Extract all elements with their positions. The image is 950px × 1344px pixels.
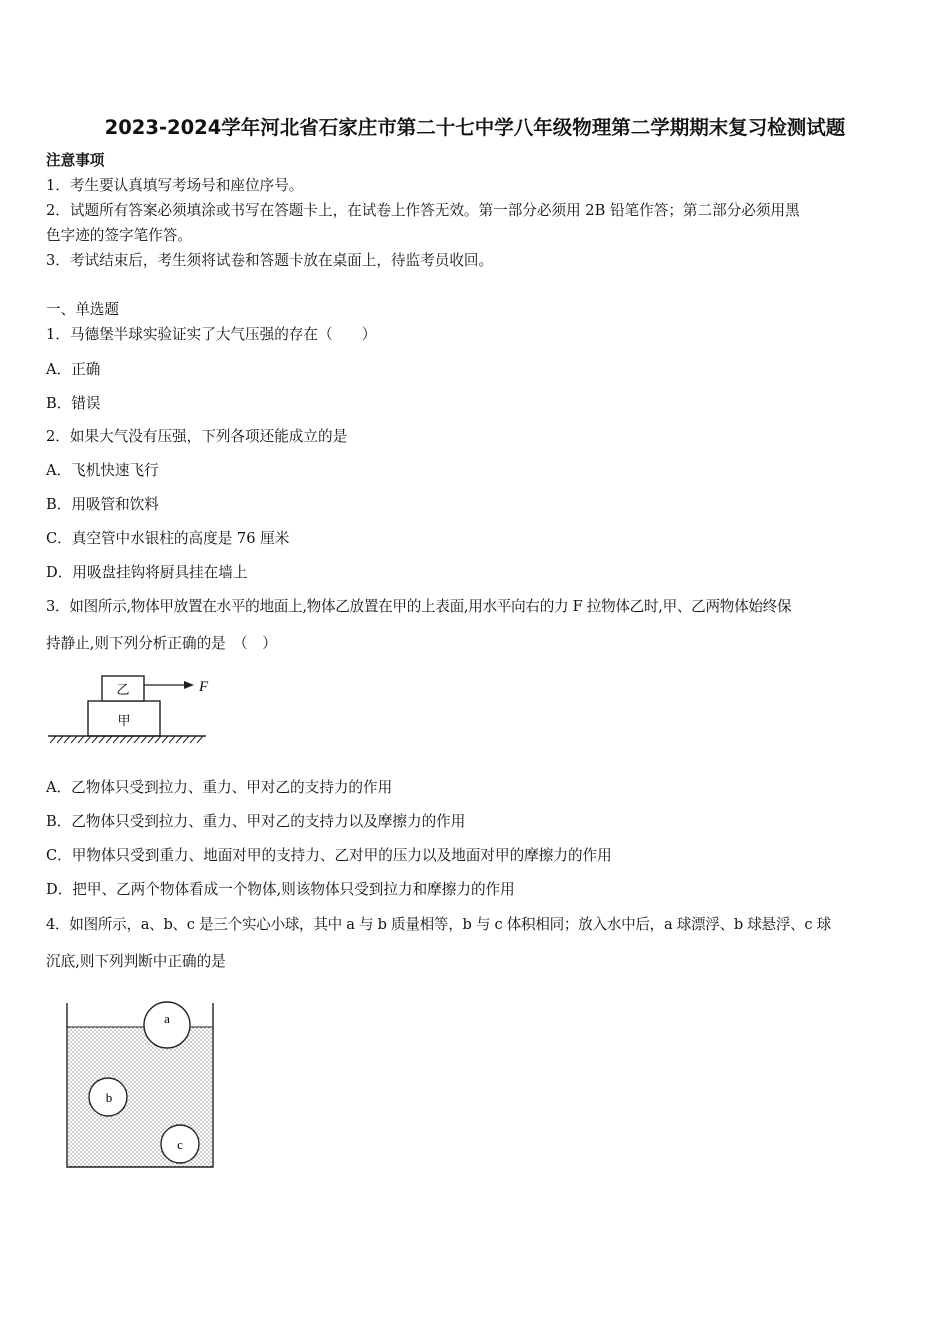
question-3-option-c: C．甲物体只受到重力、地面对甲的支持力、乙对甲的压力以及地面对甲的摩擦力的作用	[46, 847, 612, 864]
force-label: F	[199, 679, 209, 695]
ball-c-label: c	[177, 1137, 183, 1152]
ball-b-label: b	[105, 1090, 113, 1105]
notice-item: 色字迹的签字笔作答。	[46, 227, 192, 244]
question-2-option-b: B．用吸管和饮料	[46, 496, 159, 513]
question-3-option-d: D．把甲、乙两个物体看成一个物体,则该物体只受到拉力和摩擦力的作用	[46, 881, 515, 898]
question-2-option-d: D．用吸盘挂钩将厨具挂在墙上	[46, 564, 248, 581]
question-3-stem: 3．如图所示,物体甲放置在水平的地面上,物体乙放置在甲的上表面,用水平向右的力 F 拉物体乙时,甲、乙两物体始终保	[46, 598, 792, 615]
ball-a-label: a	[164, 1011, 170, 1026]
question-1-stem: 1．马德堡半球实验证实了大气压强的存在（ ）	[46, 326, 377, 343]
section-heading: 一、单选题	[46, 301, 119, 318]
question-1-option-b: B．错误	[46, 395, 101, 412]
notice-item: 3．考试结束后，考生须将试卷和答题卡放在桌面上，待监考员收回。	[46, 252, 494, 269]
question-1-option-a: A．正确	[46, 361, 101, 378]
question-3-option-a: A．乙物体只受到拉力、重力、甲对乙的支持力的作用	[46, 779, 393, 796]
notice-item: 2．试题所有答案必须填涂或书写在答题卡上，在试卷上作答无效。第一部分必须用 2B 铅笔作答；第二部分必须用黑	[46, 202, 800, 219]
question-4-stem-continued: 沉底,则下列判断中正确的是	[46, 953, 226, 970]
blocks-figure	[44, 668, 214, 748]
block-jia-label: 甲	[117, 714, 131, 729]
question-2-stem: 2．如果大气没有压强，下列各项还能成立的是	[46, 428, 348, 445]
question-3-option-b: B．乙物体只受到拉力、重力、甲对乙的支持力以及摩擦力的作用	[46, 813, 466, 830]
page-title: 2023-2024学年河北省石家庄市第二十七中学八年级物理第二学期期末复习检测试题	[104, 116, 846, 139]
notice-heading: 注意事项	[46, 152, 105, 169]
question-2-option-a: A．飞机快速飞行	[46, 462, 159, 479]
notice-item: 1．考生要认真填写考场号和座位序号。	[46, 177, 304, 194]
question-3-stem-continued: 持静止,则下列分析正确的是 （ ）	[46, 635, 277, 652]
question-4-stem: 4．如图所示，a、b、c 是三个实心小球，其中 a 与 b 质量相等，b 与 c 体积相同；放入水中后，a 球漂浮、b 球悬浮、c 球	[46, 916, 831, 933]
ground-hatch	[50, 736, 203, 743]
water-container-figure	[60, 995, 220, 1175]
arrow-head-icon	[184, 681, 194, 689]
block-yi-label: 乙	[116, 683, 130, 698]
question-2-option-c: C．真空管中水银柱的高度是 76 厘米	[46, 530, 290, 547]
